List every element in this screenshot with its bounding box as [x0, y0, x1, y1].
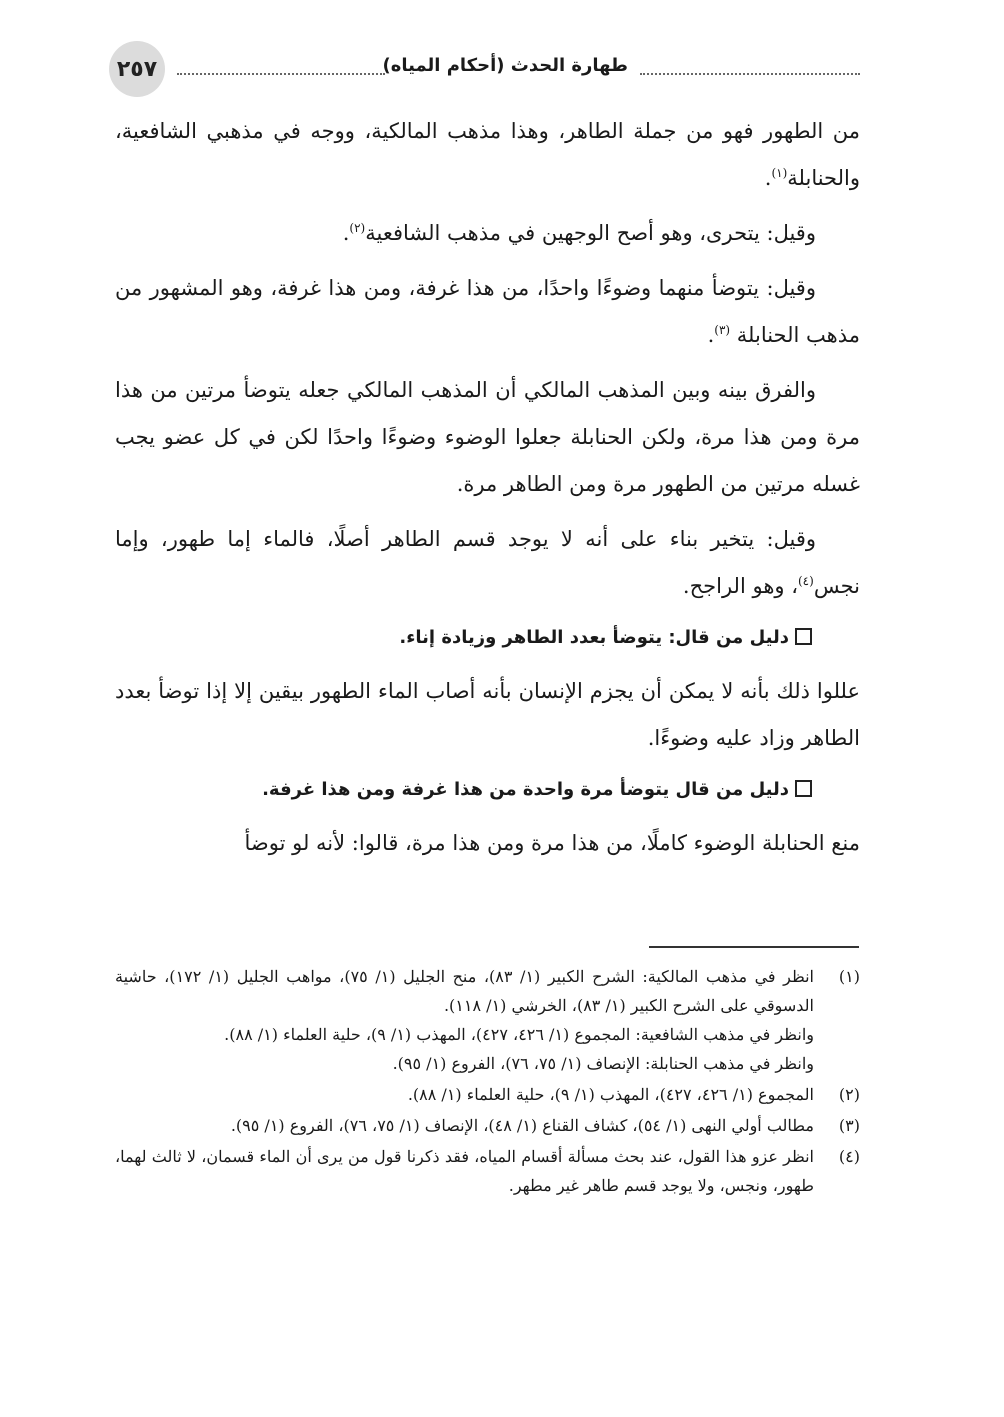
main-text: [115, 108, 860, 875]
footnote-number: (٤): [838, 1147, 860, 1166]
footnote-body: [115, 1111, 814, 1140]
footnote-ref: (١): [771, 166, 788, 180]
footnote: [115, 1142, 860, 1200]
footnote-number: (٢): [838, 1085, 860, 1104]
paragraph-text: وقيل: يتحرى، وهو أصح الوجهين في مذهب الشافعية: [365, 221, 816, 245]
footnote-number: (١): [838, 967, 860, 986]
section-heading-text: دليل من قال يتوضأ مرة واحدة من هذا غرفة ومن هذا غرفة.: [262, 779, 789, 800]
checkbox-square-icon: [795, 628, 812, 645]
paragraph-text: وقيل: يتخير بناء على أنه لا يوجد قسم الطاهر أصلًا، فالماء إما طهور، وإما نجس: [115, 527, 860, 598]
paragraph-end: .: [707, 323, 715, 347]
page-number: ٢٥٧: [109, 41, 165, 97]
checkbox-square-icon: [795, 780, 812, 797]
header-dotted-leader-right: [640, 73, 860, 75]
running-title: طهارة الحدث (أحكام المياه): [382, 55, 628, 76]
paragraph: [115, 265, 860, 359]
paragraph-end: .: [342, 221, 350, 245]
paragraph-text: وقيل: يتوضأ منهما وضوءًا واحدًا، من هذا غرفة، ومن هذا غرفة، وهو المشهور من مذهب الحنابلة: [115, 276, 860, 347]
paragraph-text: من الطهور فهو من جملة الطاهر، وهذا مذهب المالكية، ووجه في مذهبي الشافعية، والحنابلة: [115, 119, 860, 190]
footnote-separator: [649, 946, 859, 948]
footnote-number: (٣): [838, 1116, 860, 1135]
section-heading-text: دليل من قال: يتوضأ بعدد الطاهر وزيادة إناء.: [399, 627, 789, 648]
footnote-line: انظر عزو هذا القول، عند بحث مسألة أقسام المياه، فقد ذكرنا قول من يرى أن الماء قسمان، لا ثالث لهما، طهور، ونجس، ولا يوجد قسم طاهر غير مطهر.: [115, 1147, 814, 1195]
footnotes: [115, 962, 860, 1202]
footnote-body: [115, 962, 814, 1078]
footnote: [115, 1111, 860, 1140]
paragraph: عللوا ذلك بأنه لا يمكن أن يجزم الإنسان بأنه أصاب الماء الطهور بيقين إلا إذا توضأ بعدد الطاهر وزاد عليه وضوءًا.: [115, 679, 860, 750]
paragraph: منع الحنابلة الوضوء كاملًا، من هذا مرة ومن هذا مرة، قالوا: لأنه لو توضأ: [244, 831, 860, 855]
footnote-line: المجموع (١/ ٤٢٦، ٤٢٧)، المهذب (١/ ٩)، حلية العلماء (١/ ٨٨).: [407, 1085, 814, 1104]
paragraph: [115, 516, 860, 610]
paragraph: [115, 108, 860, 202]
paragraph: والفرق بينه وبين المذهب المالكي أن المذهب المالكي جعله يتوضأ مرتين من هذا مرة ومن هذا مرة، ولكن الحنابلة جعلوا الوضوء وضوءًا واحدًا لكن في كل عضو يجب غسله مرتين من الطهور مرة ومن الطاهر مرة.: [115, 378, 860, 496]
footnote-line: وانظر في مذهب الحنابلة: الإنصاف (١/ ٧٥، ٧٦)، الفروع (١/ ٩٥).: [392, 1054, 814, 1073]
page-header: [105, 40, 860, 100]
footnote-ref: (٤): [797, 574, 814, 588]
section-heading: [115, 772, 812, 808]
paragraph: [115, 210, 860, 257]
footnote: [115, 1080, 860, 1109]
footnote: [115, 962, 860, 1078]
paragraph-end: .: [764, 166, 772, 190]
footnote-body: [115, 1080, 814, 1109]
footnote-line: مطالب أولي النهى (١/ ٥٤)، كشاف القناع (١/ ٤٨)، الإنصاف (١/ ٧٥، ٧٦)، الفروع (١/ ٩٥).: [230, 1116, 814, 1135]
footnote-ref: (٢): [349, 221, 366, 235]
paragraph-end: ، وهو الراجح.: [682, 574, 798, 598]
footnote-body: [115, 1142, 814, 1200]
header-dotted-leader-left: [177, 73, 385, 75]
footnote-ref: (٣): [714, 323, 731, 337]
section-heading: [115, 620, 812, 656]
footnote-line: انظر في مذهب المالكية: الشرح الكبير (١/ ٨٣)، منح الجليل (١/ ٧٥)، مواهب الجليل (١/ ١٧٢)، حاشية الدسوقي على الشرح الكبير (١/ ٨٣)، الخرشي (١/ ١١٨).: [115, 967, 814, 1015]
footnote-line: وانظر في مذهب الشافعية: المجموع (١/ ٤٢٦، ٤٢٧)، المهذب (١/ ٩)، حلية العلماء (١/ ٨٨).: [224, 1025, 814, 1044]
